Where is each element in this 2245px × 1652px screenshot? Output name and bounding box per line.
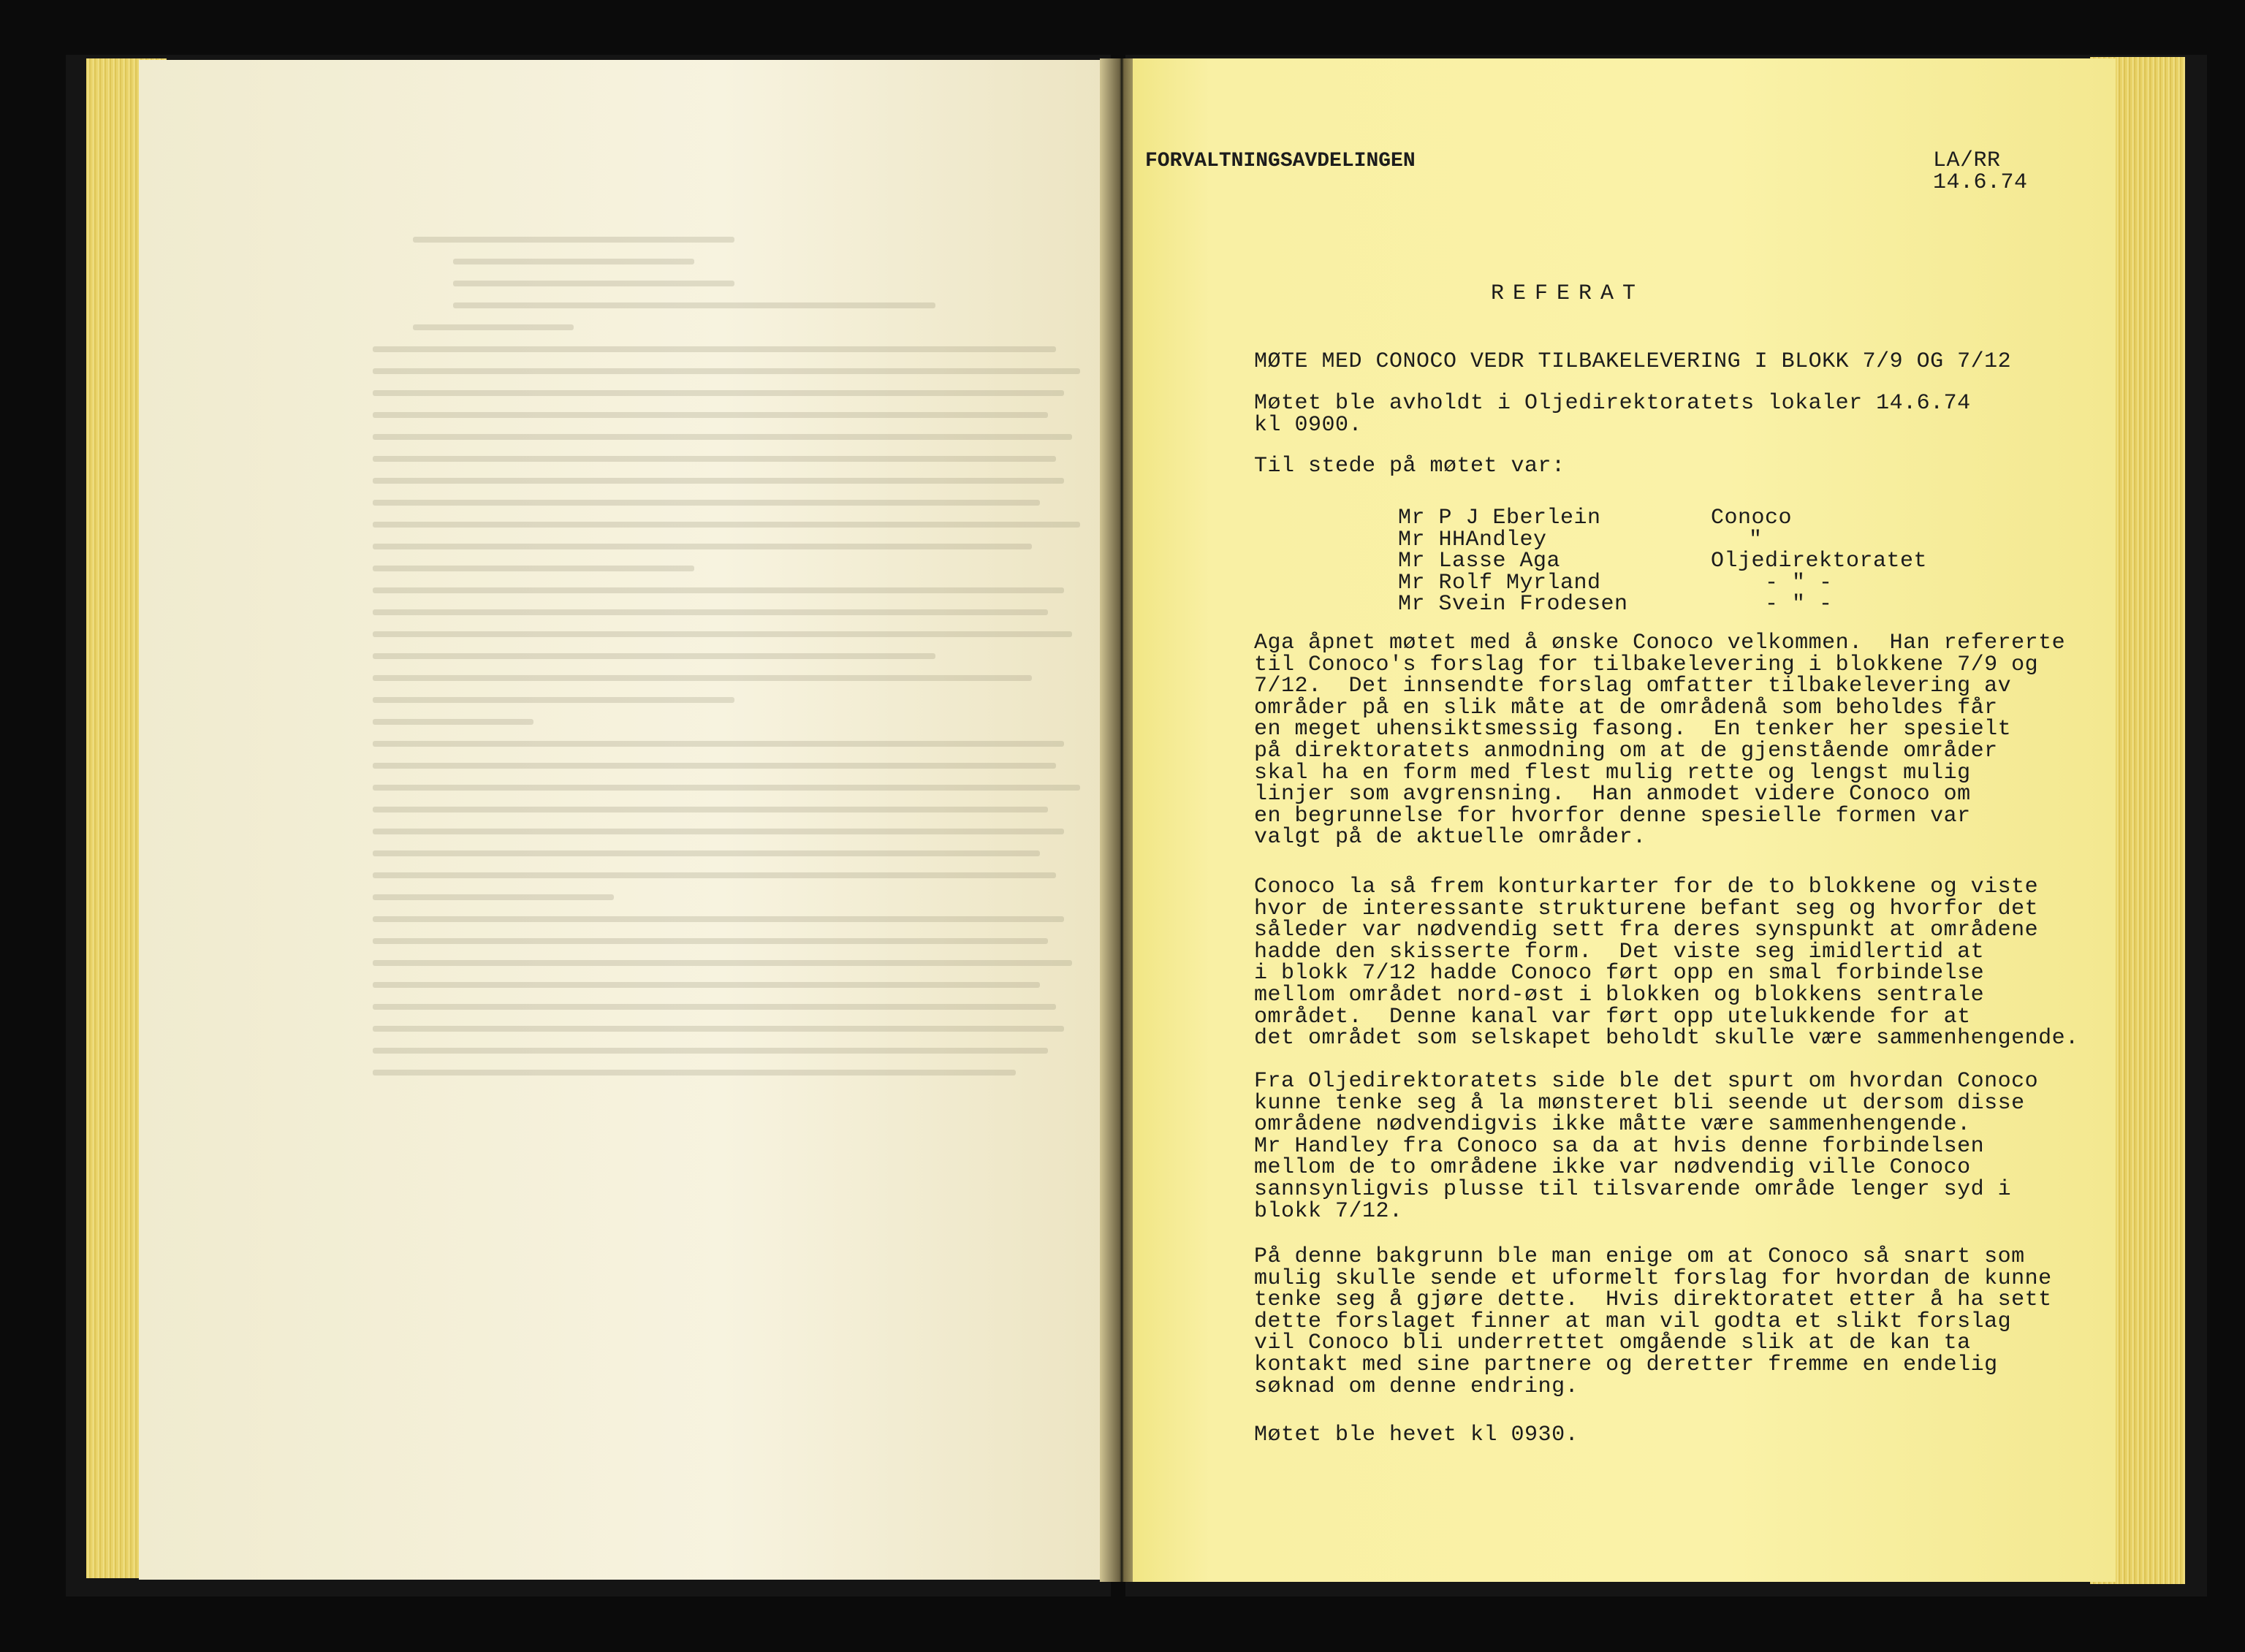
attendee-name: Mr HHAndley [1398, 527, 1547, 552]
document-date: 14.6.74 [1933, 170, 2028, 195]
document-title: REFERAT [1491, 281, 1645, 306]
department-heading: FORVALTNINGSAVDELINGEN [1145, 150, 1416, 172]
attendee-org: " [1749, 527, 1763, 552]
attendee-name: Mr Svein Frodesen [1398, 592, 1628, 617]
attendee-org: Conoco [1711, 506, 1793, 530]
paragraph-question: Fra Oljedirektoratets side ble det spurt om hvordan Conoco kunne tenke seg å la mønsteret bli seende ut dersom disse områdene nødvendigvis ikke måtte være sammenhengende. Mr Handley fra Conoco sa da at hvis denne forbindelsen mellom de to områdene ikke var nødvendig ville Conoco sannsynligvis plusse til tilsvarende område lenger syd i blokk 7/12. [1254, 1069, 2039, 1224]
reference-code: LA/RR [1933, 148, 2001, 173]
attendee-name: Mr Lasse Aga [1398, 549, 1561, 574]
paragraph-opening: Aga åpnet møtet med å ønske Conoco velkommen. Han refererte til Conoco's forslag for tilbakelevering i blokkene 7/9 og 7/12. Det innsendte forslag omfatter tilbakelevering av områder på en slik måte at de områdenå som beholdes får en meget uhensiktsmessig fasong. En tenker her spesielt på direktoratets anmodning om at de gjenstående områder skal ha en form med flest mulig rette og lengst mulig linjer som avgrensning. Han anmodet videre Conoco om en begrunnelse for hvorfor denne spesielle formen var valgt på de aktuelle områder. [1254, 631, 2066, 850]
meeting-subject: MØTE MED CONOCO VEDR TILBAKELEVERING I BLOKK 7/9 OG 7/12 [1254, 349, 2012, 374]
attendance-heading: Til stede på møtet var: [1254, 454, 1565, 479]
paragraph-contour-maps: Conoco la så frem konturkarter for de to blokkene og viste hvor de interessante strukturene befant seg og hvorfor det såleder var nødvendig sett fra deres synspunkt at områdene hadde den skisserte form. Det viste seg imidlertid at i blokk 7/12 hadde Conoco ført opp en smal forbindelse mellom området nord-øst i blokken og blokkens sentrale området. Denne kanal var ført opp utelukkende for at det området som selskapet beholdt skulle være sammenhengende. [1254, 875, 2079, 1051]
attendee-org: Oljedirektoratet [1711, 549, 1928, 574]
paragraph-closing: Møtet ble hevet kl 0930. [1254, 1423, 1579, 1447]
meeting-place-paragraph: Møtet ble avholdt i Oljedirektoratets lokaler 14.6.74 kl 0900. [1254, 391, 1971, 438]
attendee-org: - " - [1711, 592, 1833, 617]
attendee-name: Mr Rolf Myrland [1398, 570, 1601, 595]
paragraph-agreement: På denne bakgrunn ble man enige om at Conoco så snart som mulig skulle sende et uformelt forslag for hvordan de kunne tenke seg å gjøre dette. Hvis direktoratet etter å ha sett dette forslaget finner at man vil godta et slikt forslag vil Conoco bli underrettet omgående slik at de kan ta kontakt med sine partnere og deretter fremme en endelig søknad om denne endring. [1254, 1244, 2052, 1399]
attendee-org: - " - [1711, 570, 1833, 595]
attendee-name: Mr P J Eberlein [1398, 506, 1601, 530]
